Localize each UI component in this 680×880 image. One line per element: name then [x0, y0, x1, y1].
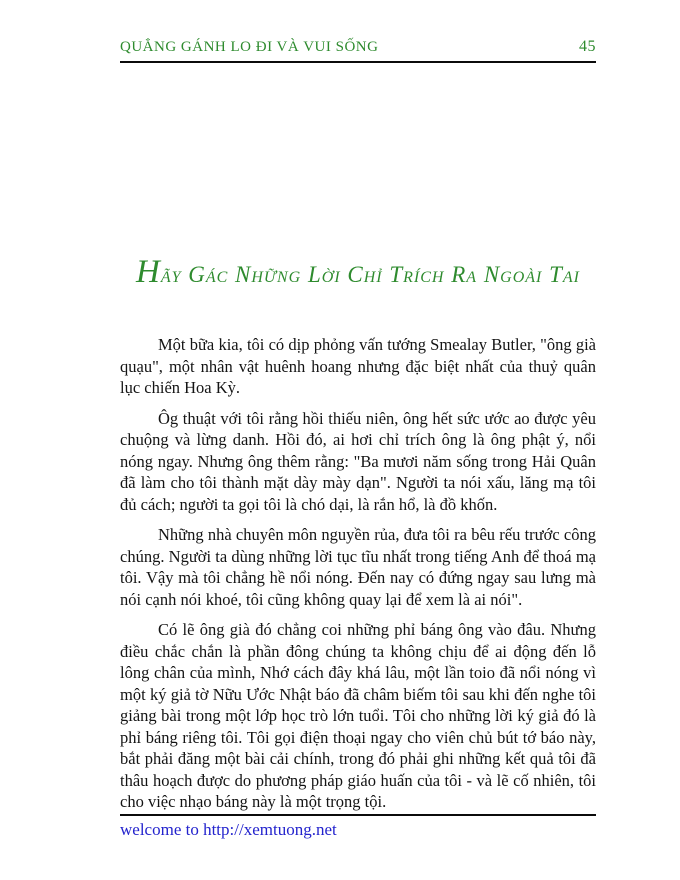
- footer-link[interactable]: welcome to http://xemtuong.net: [120, 820, 337, 839]
- paragraph-1: Một bữa kia, tôi có dịp phỏng vấn tướng Smealay Butler, "ông già quạu", một nhân vật huênh hoang nhưng đặc biệt nhất của thuỷ quân lục chiến Hoa Kỳ.: [120, 335, 596, 397]
- paragraph-2: Ôg thuật với tôi rằng hồi thiếu niên, ông hết sức ước ao được yêu chuộng và lừng danh. Hồi đó, ai hơi chỉ trích ông là ông phật ý, nổi nóng ngay. Nhưng ông thêm rằng: "Ba mươi năm sống trong Hải Quân đã làm cho tôi thành mặt dày mày dạn". Người ta nói xấu, lăng mạ tôi đủ cách; người ta gọi tôi là chó dại, là rắn hổ, là đồ khốn.: [120, 408, 596, 514]
- paragraph-4: Có lẽ ông già đó chẳng coi những phỉ báng ông vào đâu. Nhưng điều chắc chắn là phần đông chúng ta không chịu để ai động đến lỗ lông chân của mình, Nhớ cách đây khá lâu, một lần toio đã nổi nóng vì một ký giả tờ Nữu Ước Nhật báo đã châm biếm tôi sau khi đến nghe tôi giảng bài trong một lớp học trò lớn tuổi. Tôi cho những lời ký giả đó là phỉ báng riêng tôi. Tôi gọi điện thoại ngay cho viên chủ bút tớ báo này, bắt phải đăng một bài cải chính, trong đó phải ghi những kết quả tôi đã thâu hoạch được do phương pháp giáo huấn của tôi - và lẽ cố nhiên, tôi cho việc nhạo báng này là một trọng tội.: [120, 620, 596, 811]
- body-text: [120, 334, 596, 822]
- paragraph-3: Những nhà chuyên môn nguyền rủa, đưa tôi ra bêu rếu trước công chúng. Người ta dùng những lời tục tĩu nhất trong tiếng Anh để thoá mạ tôi. Vậy mà tôi chẳng hề nổi nóng. Đến nay có đứng ngay sau lưng mà nói cạnh nói khoé, tôi cũng không quay lại để xem là ai nói".: [120, 525, 596, 609]
- page-number: 45: [579, 38, 596, 55]
- chapter-title: Hãy Gác Những Lời Chỉ Trích Ra Ngoài Tai: [135, 254, 581, 290]
- page-footer: [120, 814, 596, 840]
- page-header: [120, 38, 596, 63]
- running-title: QUẲNG GÁNH LO ĐI VÀ VUI SỐNG: [120, 39, 379, 55]
